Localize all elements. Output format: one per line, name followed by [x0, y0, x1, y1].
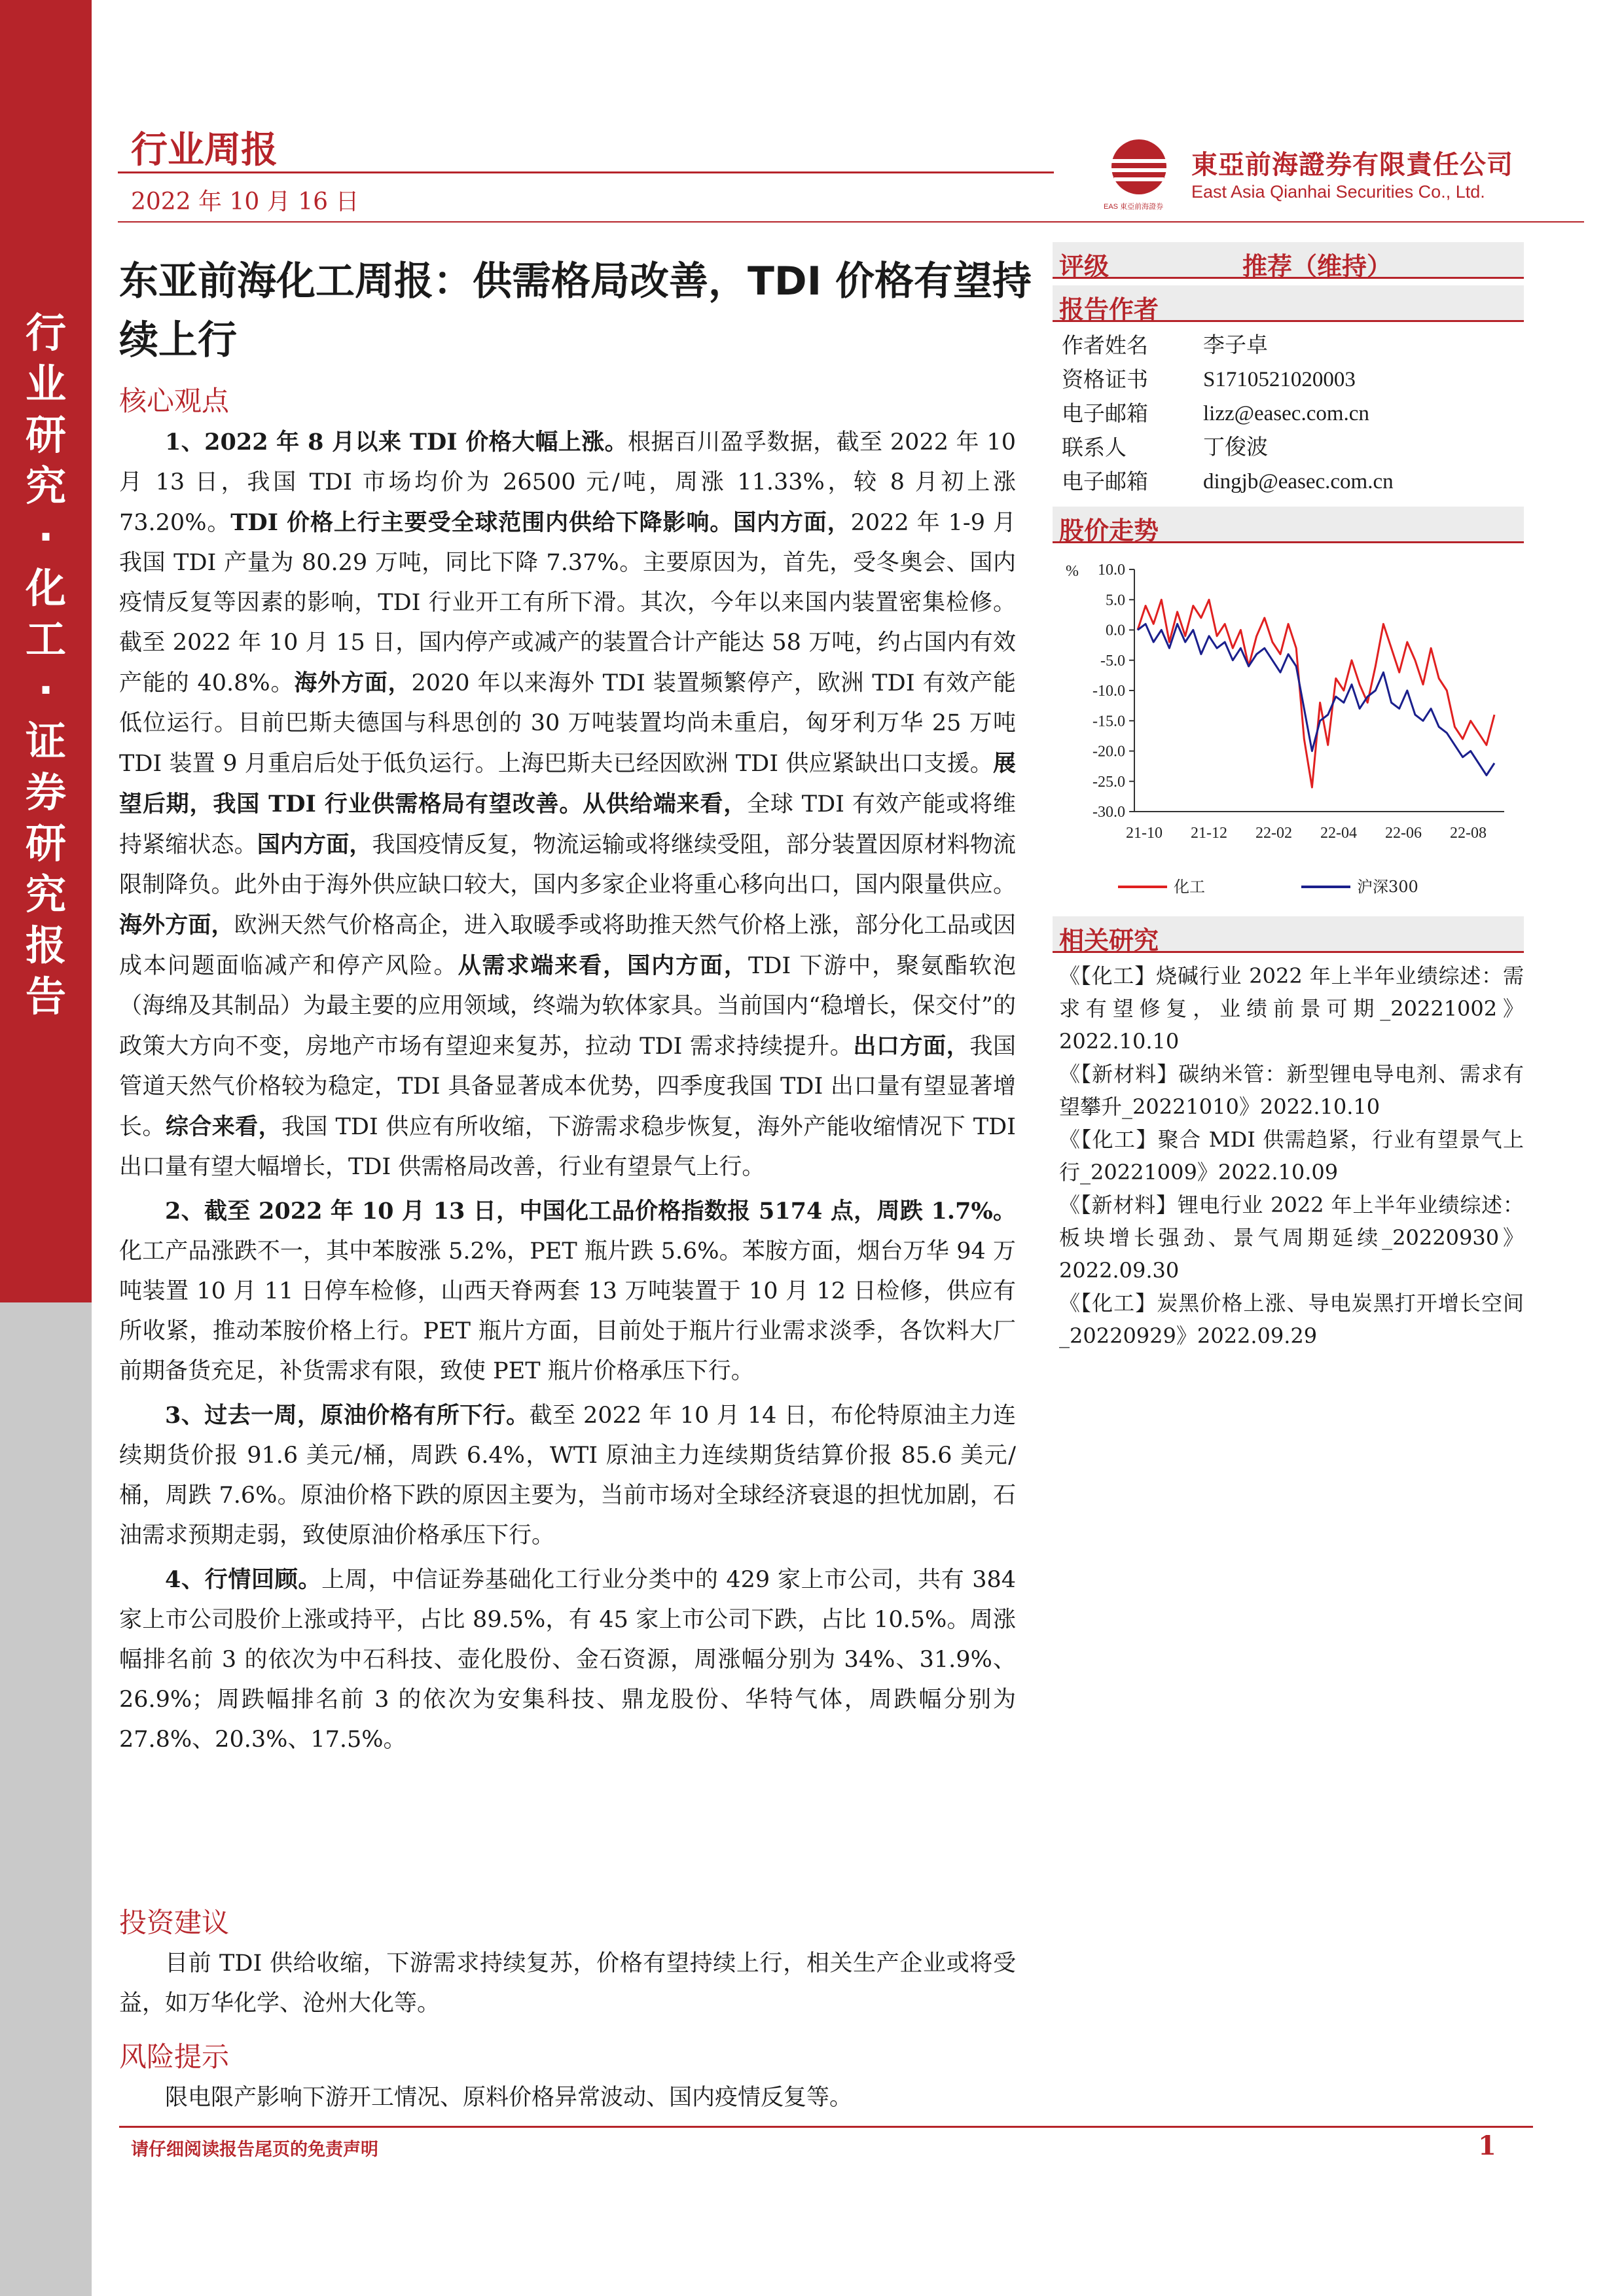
author-email[interactable]: lizz@easec.com.cn	[1203, 402, 1369, 425]
bold-lead: 海外方面，	[294, 670, 412, 696]
author-label: 联系人	[1062, 435, 1127, 460]
y-tick-label: 10.0	[1098, 562, 1125, 579]
side-char: 工	[25, 615, 66, 663]
text: 全球 TDI 有效产能或将维持紧缩状态。	[119, 791, 1016, 858]
side-char: 研	[25, 819, 66, 867]
authors-list	[1053, 329, 1524, 499]
company-name-en: East Asia Qianhai Securities Co., Ltd.	[1191, 182, 1485, 202]
text: 我国 TDI 供应有所收缩，下游需求稳步恢复，海外产能收缩情况下 TDI 出口量有望大幅增长，TDI 供需格局改善，行业有望景气上行。	[119, 1114, 1016, 1180]
series-line-chem	[1138, 600, 1494, 787]
side-label	[14, 308, 77, 1022]
author-label: 电子邮箱	[1062, 401, 1148, 426]
text: TDI 下游中，聚氨酯软泡（海绵及其制品）为最主要的应用领域，终端为软体家具。当前国内“稳增长，保交付”的政策大方向不变，房地产市场有望迎来复苏，拉动 TDI 需求持续提升。	[119, 953, 1016, 1060]
author-label: 作者姓名	[1062, 332, 1148, 358]
y-tick-label: -20.0	[1092, 743, 1125, 761]
side-char: 研	[25, 411, 66, 459]
related-item[interactable]: 《【化工】烧碱行业 2022 年上半年业绩综述：需求有望修复，业绩前景可期_20221002》2022.10.10	[1059, 963, 1524, 1054]
bold-lead: 3、过去一周，原油价格有所下行。	[165, 1402, 530, 1429]
author-row	[1053, 397, 1524, 431]
report-type: 行业周报	[131, 129, 278, 171]
related-heading-bar	[1053, 916, 1524, 953]
authors-heading: 报告作者	[1059, 295, 1159, 324]
bold-lead: 展望后期，我国 TDI 行业供需格局有望改善。从供给端来看，	[119, 750, 1016, 817]
related-list	[1053, 960, 1524, 1352]
section-risk-heading: 风险提示	[119, 2041, 230, 2073]
bold-lead: 综合来看，	[165, 1113, 282, 1140]
rating-bar	[1053, 242, 1524, 279]
bold-lead: 1、2022 年 8 月以来 TDI 价格大幅上涨。	[165, 429, 628, 456]
report-date: 2022 年 10 月 16 日	[131, 188, 359, 215]
side-char: 化	[25, 564, 66, 612]
report-title: 东亚前海化工周报：供需格局改善，TDI 价格有望持续上行	[119, 259, 1032, 363]
x-tick-label: 22-06	[1385, 825, 1422, 842]
related-heading: 相关研究	[1059, 926, 1159, 955]
side-band	[0, 0, 92, 2296]
bold-lead: 4、行情回顾。	[165, 1566, 322, 1593]
text: 上周，中信证券基础化工行业分类中的 429 家上市公司，共有 384 家上市公司股价上涨或持平，占比 89.5%，有 45 家上市公司下跌，占比 10.5%。周涨幅排名前 3 的依次为中石科技、壶化股份、金石资源，周涨幅分别为 34%、31.9%、26.9%；周跌幅排名前 3 的依次为安集科技、鼎龙股份、华特气体，周跌幅分别为 27.8%、20.3%、17.5%。	[119, 1567, 1016, 1753]
related-item[interactable]: 《【化工】炭黑价格上涨、导电炭黑打开增长空间_20220929》2022.09.29	[1059, 1291, 1524, 1348]
related-item[interactable]: 《【新材料】锂电行业 2022 年上半年业绩综述：板块增长强劲、景气周期延续_20220930》2022.09.30	[1059, 1193, 1524, 1283]
author-value: 丁俊波	[1203, 436, 1268, 459]
y-tick-label: 5.0	[1106, 592, 1125, 609]
legend-label-chem: 化工	[1174, 878, 1205, 896]
paragraph-3	[119, 1395, 1016, 1556]
x-tick-label: 21-12	[1191, 825, 1227, 842]
bold-lead: 从需求端来看，国内方面，	[458, 952, 748, 979]
side-band-gray	[0, 1302, 92, 2296]
page-number: 1	[1478, 2130, 1496, 2161]
paragraph-4	[119, 1560, 1016, 1760]
author-email[interactable]: dingjb@easec.com.cn	[1203, 470, 1394, 493]
side-char: 行	[25, 309, 66, 357]
side-char: 究	[25, 870, 66, 918]
side-char: ·	[38, 666, 54, 714]
side-char: 业	[25, 360, 66, 408]
text: 截至 2022 年 10 月 14 日，布伦特原油主力连续期货价报 91.6 美元/桶，周跌 6.4%，WTI 原油主力连续期货结算价报 85.6 美元/桶，周跌 7.6%。原油价格下跌的原因主要为，当前市场对全球经济衰退的担忧加剧，石油需求预期走弱，致使原油价格承压下行。	[119, 1403, 1017, 1549]
header-divider	[118, 171, 1054, 173]
text: 我国疫情反复，物流运输或将继续受阻，部分装置因原材料物流限制降负。此外由于海外供应缺口较大，国内多家企业将重心移向出口，国内限量供应。	[119, 832, 1016, 898]
side-char: 报	[25, 922, 66, 969]
x-tick-label: 21-10	[1126, 825, 1163, 842]
author-label: 资格证书	[1062, 367, 1148, 392]
stock-heading: 股价走势	[1059, 516, 1159, 545]
rating-value: 推荐（维持）	[1242, 252, 1392, 281]
author-row	[1053, 465, 1524, 499]
side-char: 券	[25, 768, 66, 816]
right-sidebar	[1053, 242, 1524, 1352]
footer-disclaimer: 请仔细阅读报告尾页的免责声明	[131, 2140, 378, 2160]
header-divider-lower	[118, 221, 1584, 223]
author-row	[1053, 363, 1524, 397]
y-tick-label: -5.0	[1100, 652, 1125, 670]
text: 欧洲天然气价格高企，进入取暖季或将助推天然气价格上涨，部分化工品或因成本问题面临减产和停产风险。	[119, 912, 1016, 979]
bold-lead: TDI 价格上行主要受全球范围内供给下降影响。国内方面，	[230, 509, 851, 536]
authors-heading-bar	[1053, 285, 1524, 322]
author-label: 电子邮箱	[1062, 469, 1148, 494]
legend-label-hs300: 沪深300	[1357, 878, 1418, 896]
side-char: 告	[25, 973, 66, 1020]
y-tick-label: 0.0	[1106, 622, 1125, 639]
y-tick-label: -15.0	[1092, 713, 1125, 730]
author-row	[1053, 329, 1524, 363]
stock-heading-bar	[1053, 507, 1524, 543]
y-tick-label: -25.0	[1092, 773, 1125, 791]
risk-body	[119, 2078, 1016, 2118]
bold-lead: 海外方面，	[119, 912, 234, 939]
company-name-cn: 東亞前海證券有限責任公司	[1191, 150, 1513, 180]
author-value: S1710521020003	[1203, 368, 1356, 391]
side-char: ·	[38, 513, 54, 561]
bold-lead: 国内方面，	[257, 831, 372, 858]
text: 我国管道天然气价格较为稳定，TDI 具备显著成本优势，四季度我国 TDI 出口量有望显著增长。	[119, 1033, 1016, 1140]
related-item[interactable]: 《【化工】聚合 MDI 供需趋紧，行业有望景气上行_20221009》2022.10.09	[1059, 1127, 1524, 1185]
y-unit-label: %	[1066, 563, 1079, 580]
bold-lead: 2、截至 2022 年 10 月 13 日，中国化工品价格指数报 5174 点，周跌 1.7%。	[165, 1198, 1016, 1225]
paragraph-1	[119, 422, 1016, 1187]
company-logo-icon	[1100, 134, 1178, 213]
risk-text: 限电限产影响下游开工情况、原料价格异常波动、国内疫情反复等。	[165, 2085, 853, 2111]
x-tick-label: 22-04	[1320, 825, 1357, 842]
footer-divider	[119, 2126, 1533, 2128]
paragraph-2	[119, 1191, 1016, 1391]
stock-chart	[1053, 550, 1524, 916]
text: 根据百川盈孚数据，截至 2022 年 10 月 13 日，我国 TDI 市场均价为 26500 元/吨，周涨 11.33%，较 8 月初上涨 73.20%。	[119, 429, 1016, 536]
x-tick-label: 22-02	[1255, 825, 1292, 842]
text: 2020 年以来海外 TDI 装置频繁停产，欧洲 TDI 有效产能低位运行。目前巴斯夫德国与科思创的 30 万吨装置均尚未重启，匈牙利万华 25 万吨 TDI 装置 9 月重启后处于低负运行。上海巴斯夫已经因欧洲 TDI 供应紧缺出口支援。	[119, 670, 1016, 777]
related-item[interactable]: 《【新材料】碳纳米管：新型锂电导电剂、需求有望攀升_20221010》2022.10.10	[1059, 1062, 1524, 1119]
invest-body	[119, 1944, 1016, 2024]
y-tick-label: -30.0	[1092, 804, 1125, 821]
x-tick-label: 22-08	[1450, 825, 1487, 842]
logo-caption: EAS 東亞前海證券	[1104, 203, 1164, 211]
y-tick-label: -10.0	[1092, 683, 1125, 700]
rating-label: 评级	[1059, 252, 1110, 281]
text: 2022 年 1-9 月我国 TDI 产量为 80.29 万吨，同比下降 7.37%。主要原因为，首先，受冬奥会、国内疫情反复等因素的影响，TDI 行业开工有所下滑。其次，今年以来国内装置密集检修。截至 2022 年 10 月 15 日，国内停产或减产的装置合计产能达 58 万吨，约占国内有效产能的 40.8%。	[119, 510, 1016, 696]
section-core-heading: 核心观点	[119, 385, 230, 417]
text: 化工产品涨跌不一，其中苯胺涨 5.2%，PET 瓶片跌 5.6%。苯胺方面，烟台万华 94 万吨装置 10 月 11 日停车检修，山西天脊两套 13 万吨装置于 10 月 12 日检修，供应有所收紧，推动苯胺价格上行。PET 瓶片方面，目前处于瓶片行业需求淡季，各饮料大厂前期备货充足，补货需求有限，致使 PET 瓶片价格承压下行。	[119, 1238, 1016, 1384]
core-body	[119, 422, 1016, 1760]
section-invest-heading: 投资建议	[119, 1907, 230, 1939]
author-value: 李子卓	[1203, 334, 1268, 357]
author-row	[1053, 431, 1524, 465]
side-char: 究	[25, 462, 66, 510]
invest-text: 目前 TDI 供给收缩，下游需求持续复苏，价格有望持续上行，相关生产企业或将受益，如万华化学、沧州大化等。	[119, 1950, 1016, 2017]
stock-chart-svg	[1053, 550, 1524, 916]
bold-lead: 出口方面，	[853, 1033, 970, 1060]
side-char: 证	[25, 717, 66, 765]
